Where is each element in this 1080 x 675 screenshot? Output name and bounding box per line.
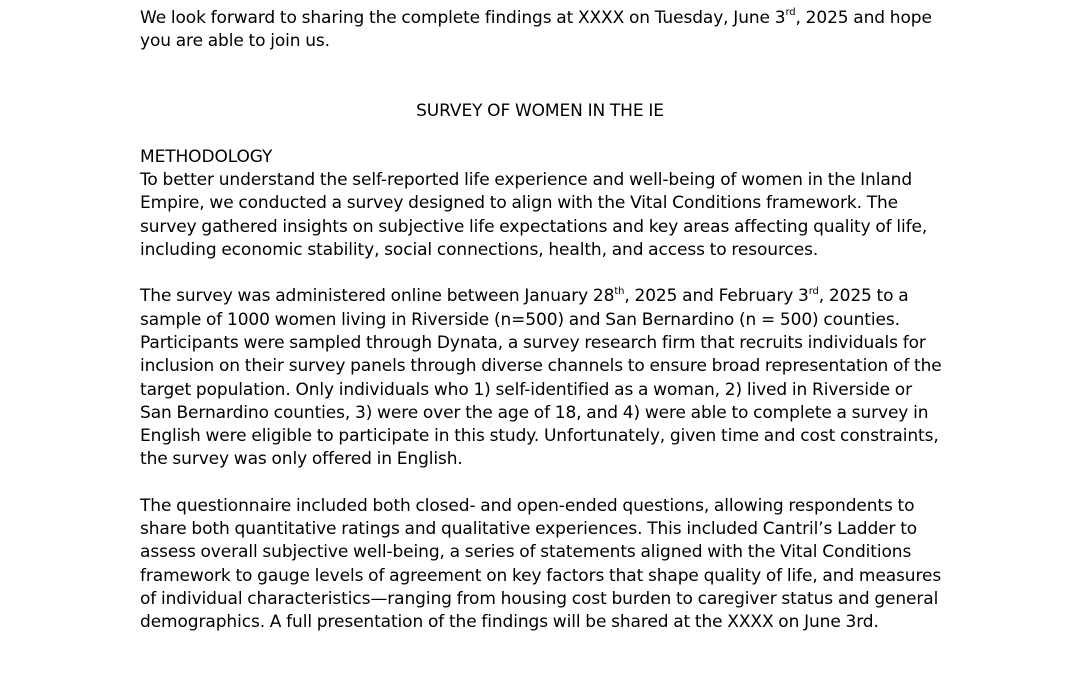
document-page bbox=[140, 7, 945, 635]
document-title: SURVEY OF WOMEN IN THE IE bbox=[416, 100, 664, 121]
paragraph-2-text-1: The survey was administered online between January 28 bbox=[140, 286, 615, 307]
intro-paragraph bbox=[140, 7, 945, 54]
paragraph-2-superscript-2: rd bbox=[808, 285, 819, 297]
paragraph-2-text-2: , 2025 and February 3 bbox=[624, 286, 809, 307]
methodology-paragraph-2 bbox=[140, 285, 945, 471]
methodology-heading: METHODOLOGY bbox=[140, 146, 273, 167]
paragraph-2-text-3: , 2025 to a sample of 1000 women living in Riverside (n=500) and San Bernardino (n = 500) counties. Participants were sampled through Dynata, a survey research firm that recruits individuals for inclusion on their survey panels through diverse channels to ensure broad representation of the target population. Only individuals who 1) self-identified as a woman, 2) lived in Riverside or San Bernardino counties, 3) were over the age of 18, and 4) were able to complete a survey in English were eligible to participate in this study. Unfortunately, given time and cost constraints, the survey was only offered in English. bbox=[140, 286, 942, 470]
spacer bbox=[140, 472, 945, 495]
intro-superscript: rd bbox=[785, 7, 796, 19]
methodology-paragraph-3: The questionnaire included both closed- and open-ended questions, allowing respondents to share both quantitative ratings and qualitative experiences. This included Cantril’s Ladder to assess overall subjective well-being, a series of statements aligned with the Vital Conditions framework to gauge levels of agreement on key factors that shape quality of life, and measures of individual characteristics—ranging from housing cost burden to caregiver status and general demographics. A full presentation of the findings will be shared at the XXXX on June 3rd. bbox=[140, 495, 942, 633]
spacer bbox=[140, 54, 945, 100]
paragraph-2-superscript-1: th bbox=[614, 285, 625, 297]
intro-text-1: We look forward to sharing the complete findings at XXXX on Tuesday, June 3 bbox=[140, 8, 786, 28]
intro-text-2: , 2025 and hope you are able to join us. bbox=[140, 8, 932, 52]
spacer bbox=[140, 262, 945, 285]
spacer bbox=[140, 123, 945, 146]
methodology-paragraph-1: To better understand the self-reported life experience and well-being of women in the Inland Empire, we conducted a survey designed to align with the Vital Conditions framework. The survey gathered insights on subjective life expectations and key areas affecting quality of life, including economic stability, social connections, health, and access to resources. bbox=[140, 170, 928, 261]
